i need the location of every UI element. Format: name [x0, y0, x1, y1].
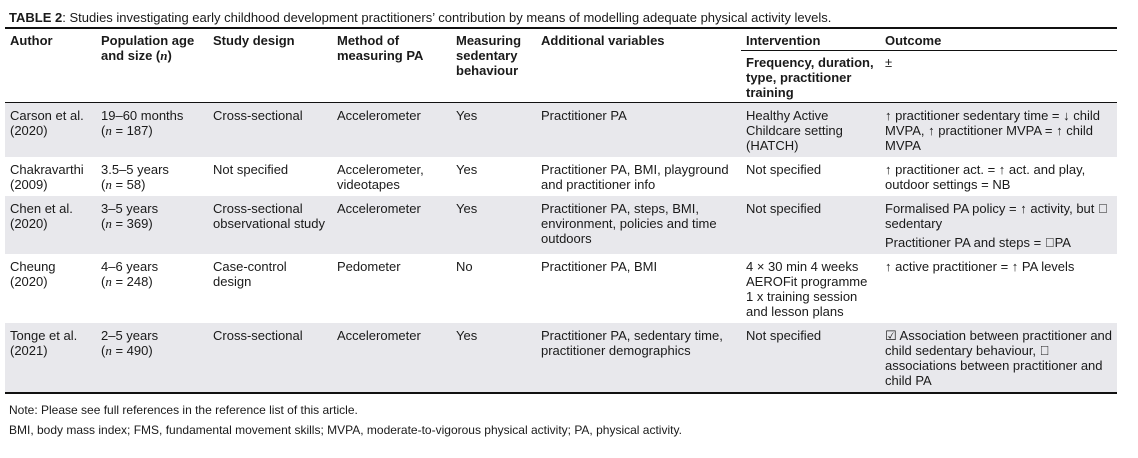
cell-outcome: [880, 103, 1117, 158]
cell-intervention: Healthy Active Childcare setting (HATCH): [741, 103, 880, 158]
col-header-sedentary: Measuring sedentary behaviour: [451, 28, 536, 103]
cell-sample-size: (n = 369): [101, 216, 153, 231]
caption-label: TABLE 2: [9, 10, 63, 25]
cell-outcome: [880, 196, 1117, 254]
table-note: Note: Please see full references in the reference list of this article.: [9, 403, 358, 417]
cell-additional: Practitioner PA, sedentary time, practitioner demographics: [536, 323, 741, 393]
cell-sedentary: Yes: [451, 196, 536, 254]
caption-text: : Studies investigating early childhood development practitioners’ contribution by means of modelling adequate physical activity levels.: [62, 10, 832, 25]
cell-author: Chakravarthi (2009): [5, 157, 96, 196]
cell-method: Accelerometer, videotapes: [332, 157, 451, 196]
cell-method: Pedometer: [332, 254, 451, 323]
col-header-outcome: Outcome: [880, 28, 1117, 51]
cell-author: Cheung (2020): [5, 254, 96, 323]
cell-population: [96, 103, 208, 158]
cell-population: [96, 157, 208, 196]
cell-sedentary: Yes: [451, 323, 536, 393]
cell-outcome-text: ☑ Association between practitioner and child sedentary behaviour, ⃠ associations between practitioner and child PA: [885, 328, 1113, 388]
cell-sedentary: Yes: [451, 157, 536, 196]
cell-author: Carson et al. (2020): [5, 103, 96, 158]
table-row: [5, 323, 1117, 393]
table-caption: [5, 9, 1133, 26]
col-header-intervention: Intervention: [741, 28, 880, 51]
studies-table: [5, 27, 1117, 394]
cell-sample-size: (n = 248): [101, 274, 153, 289]
cell-population: [96, 254, 208, 323]
cell-age: 3–5 years: [101, 201, 159, 216]
cell-method: Accelerometer: [332, 196, 451, 254]
col-header-author: Author: [5, 28, 96, 103]
cell-outcome: [880, 157, 1117, 196]
cell-outcome-text: Formalised PA policy = ↑ activity, but ⃠ sedentary: [885, 201, 1108, 231]
cell-method: Accelerometer: [332, 103, 451, 158]
cell-age: 19–60 months: [101, 108, 184, 123]
table-row: [5, 254, 1117, 323]
cell-intervention: Not specified: [741, 157, 880, 196]
col-header-method: Method of measuring PA: [332, 28, 451, 103]
cell-population: [96, 196, 208, 254]
col-subheader-intervention: Frequency, duration, type, practitioner training: [741, 51, 880, 103]
cell-age: 4–6 years: [101, 259, 159, 274]
cell-intervention: Not specified: [741, 196, 880, 254]
cell-outcome-text: Practitioner PA and steps = ⃠PA: [885, 235, 1071, 250]
table-figure: [5, 0, 1133, 438]
cell-sample-size: (n = 58): [101, 177, 146, 192]
cell-additional: Practitioner PA, steps, BMI, environment, policies and time outdoors: [536, 196, 741, 254]
table-row: [5, 196, 1117, 254]
cell-sample-size: (n = 187): [101, 123, 153, 138]
cell-sedentary: No: [451, 254, 536, 323]
cell-additional: Practitioner PA, BMI: [536, 254, 741, 323]
cell-population: [96, 323, 208, 393]
cell-design: Not specified: [208, 157, 332, 196]
cell-outcome-text: ↑ active practitioner = ↑ PA levels: [885, 259, 1075, 274]
cell-intervention: 4 × 30 min 4 weeks AEROFit programme 1 x training session and lesson plans: [741, 254, 880, 323]
cell-intervention: Not specified: [741, 323, 880, 393]
cell-age: 2–5 years: [101, 328, 159, 343]
cell-outcome: [880, 323, 1117, 393]
col-header-additional: Additional variables: [536, 28, 741, 103]
cell-design: Cross-sectional: [208, 323, 332, 393]
cell-author: Chen et al. (2020): [5, 196, 96, 254]
cell-method: Accelerometer: [332, 323, 451, 393]
cell-additional: Practitioner PA: [536, 103, 741, 158]
cell-additional: Practitioner PA, BMI, playground and practitioner info: [536, 157, 741, 196]
col-subheader-outcome: ±: [880, 51, 1117, 103]
table-row: [5, 103, 1117, 158]
cell-age: 3.5–5 years: [101, 162, 169, 177]
cell-outcome-text: ↑ practitioner sedentary time = ↓ child MVPA, ↑ practitioner MVPA = ↑ child MVPA: [885, 108, 1100, 153]
cell-design: Case-control design: [208, 254, 332, 323]
col-header-population: Population age and size (n): [96, 28, 208, 103]
cell-sample-size: (n = 490): [101, 343, 153, 358]
col-header-design: Study design: [208, 28, 332, 103]
table-body: [5, 103, 1117, 394]
cell-design: Cross-sectional observational study: [208, 196, 332, 254]
cell-author: Tonge et al. (2021): [5, 323, 96, 393]
cell-outcome-text: ↑ practitioner act. = ↑ act. and play, outdoor settings = NB: [885, 162, 1086, 192]
cell-sedentary: Yes: [451, 103, 536, 158]
table-abbreviations: BMI, body mass index; FMS, fundamental movement skills; MVPA, moderate-to-vigorous physical activity; PA, physical activity.: [9, 423, 682, 437]
cell-outcome: [880, 254, 1117, 323]
cell-design: Cross-sectional: [208, 103, 332, 158]
table-row: [5, 157, 1117, 196]
